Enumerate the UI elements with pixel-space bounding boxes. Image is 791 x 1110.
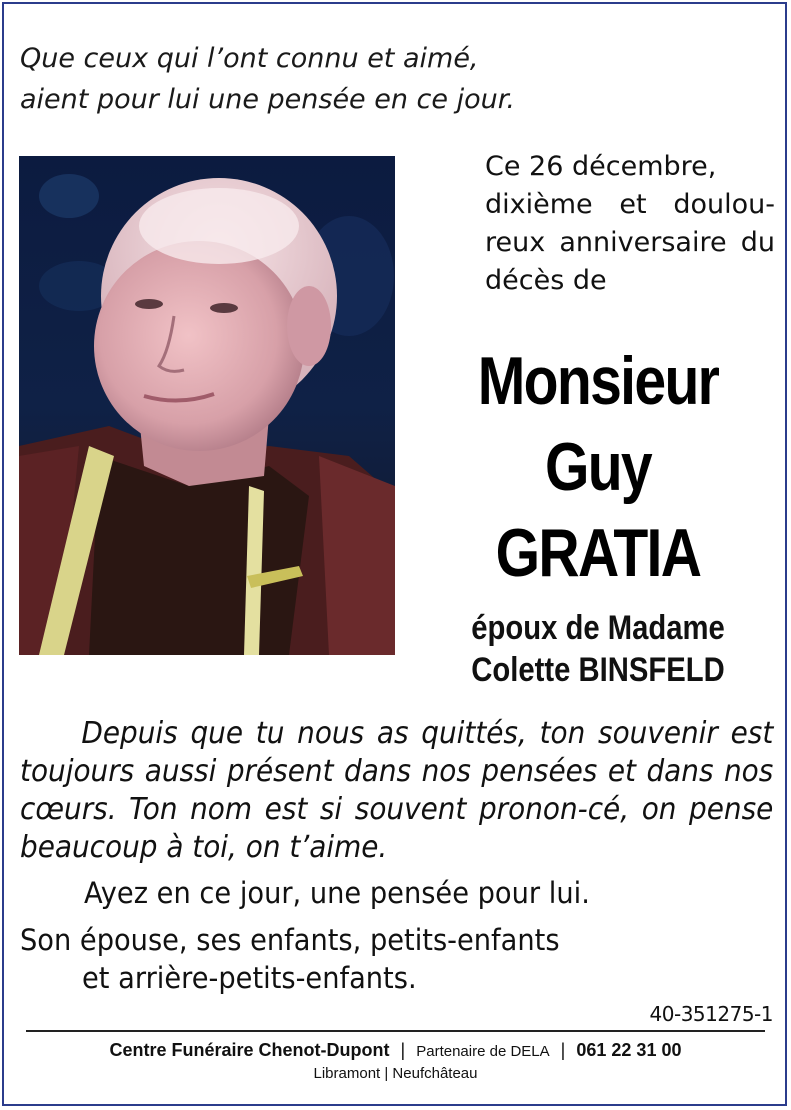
family-signature <box>20 921 560 997</box>
spouse-line-1: époux de Madame <box>471 609 725 647</box>
footer-locations: Libramont | Neufchâteau <box>313 1065 478 1082</box>
memorial-message <box>20 715 773 867</box>
epigraph-line-1: Que ceux qui l’ont connu et aimé, <box>20 43 479 74</box>
intro-text: dixième et doulou-reux anniversaire du décès de <box>485 189 775 296</box>
memorial-message-text: Depuis que tu nous as quittés, ton souvenir est toujours aussi présent dans nos pensées et dans nos cœurs. Ton nom est si souvent pronon-cé, on pense beaucoup à toi, on t’aime. <box>20 716 774 865</box>
closing-line: Ayez en ce jour, une pensée pour lui. <box>84 876 590 910</box>
deceased-title: Monsieur <box>477 343 719 419</box>
funeral-home-name: Centre Funéraire Chenot-Dupont <box>109 1040 390 1060</box>
spouse-line-2: Colette BINSFELD <box>471 651 725 689</box>
footer-separator: | <box>400 1040 406 1060</box>
phone-number: 061 22 31 00 <box>576 1040 682 1060</box>
footer-divider <box>26 1030 765 1032</box>
footer <box>20 1038 771 1084</box>
intro-paragraph <box>419 148 775 300</box>
family-line-2: et arrière-petits-enfants. <box>82 961 417 995</box>
deceased-first-name: Guy <box>544 429 652 505</box>
portrait-photo <box>19 156 395 655</box>
footer-row-1 <box>20 1038 771 1064</box>
epigraph-line-2: aient pour lui une pensée en ce jour. <box>20 84 515 115</box>
reference-number: 40-351275-1 <box>649 1002 773 1026</box>
deceased-last-name: GRATIA <box>495 515 701 591</box>
family-line-1: Son épouse, ses enfants, petits-enfants <box>20 923 560 957</box>
intro-date-line: Ce 26 décembre, <box>485 151 717 182</box>
footer-separator: | <box>560 1040 566 1060</box>
partner-text: Partenaire de DELA <box>416 1043 550 1060</box>
epigraph <box>20 38 620 120</box>
